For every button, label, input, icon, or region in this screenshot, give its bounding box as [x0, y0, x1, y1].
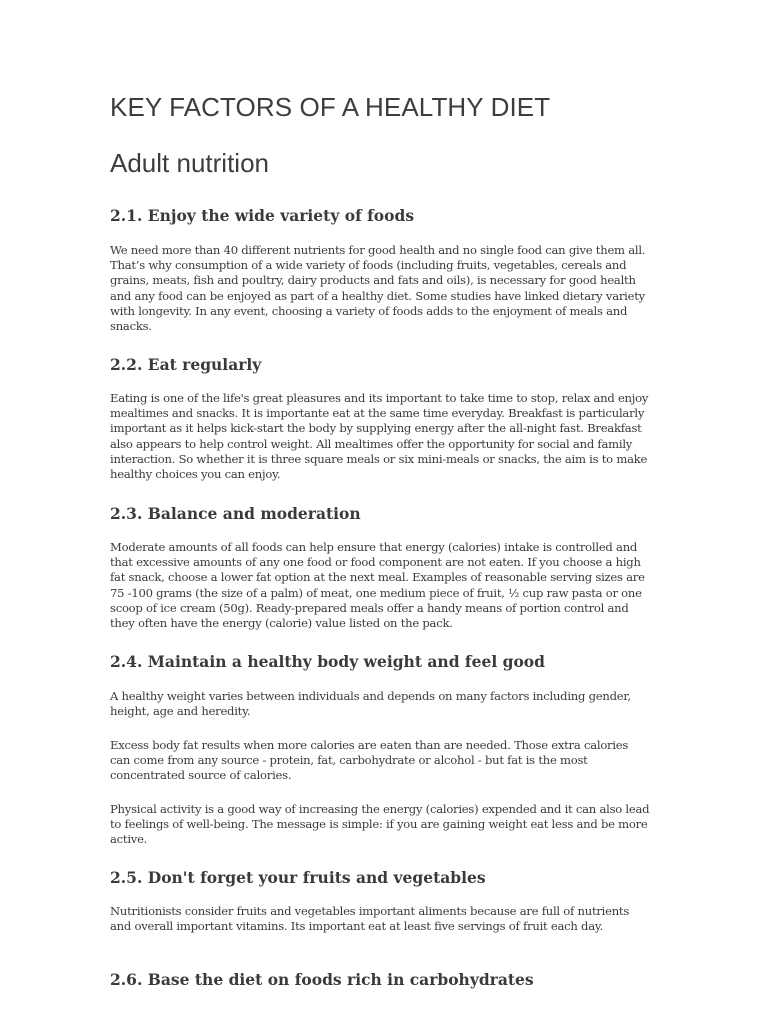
document-subtitle: Adult nutrition [110, 148, 269, 178]
section-paragraph-body-weight-1: A healthy weight varies between individuals and depends on many factors including gender, height, age and heredity. [110, 689, 631, 719]
section-paragraph-eat-regularly: Eating is one of the life's great pleasures and its important to take time to stop, relax and enjoy mealtimes and snacks. It is importante eat at the same time everyday. Breakfast is particularly important as it helps kick-start the body by supplying energy after the all-night fast. Breakfast also appears to help control weight. All mealtimes offer the opportunity for social and family interaction. So whether it is three square meals or six mini-meals or snacks, the aim is to make healthy choices you can enjoy. [110, 391, 649, 482]
section-paragraph-body-weight-3: Physical activity is a good way of increasing the energy (calories) expended and it can also lead to feelings of well-being. The message is simple: if you are gaining weight eat less and be more active. [110, 802, 650, 847]
section-heading-fruits-vegetables: 2.5. Don't forget your fruits and vegetables [110, 868, 486, 887]
section-paragraph-fruits-vegetables: Nutritionists consider fruits and vegetables important aliments because are full of nutrients and overall important vitamins. Its important eat at least five servings of fruit each day. [110, 904, 630, 934]
section-heading-balance: 2.3. Balance and moderation [110, 504, 361, 523]
section-heading-carbohydrates: 2.6. Base the diet on foods rich in carbohydrates [110, 970, 534, 989]
section-heading-body-weight: 2.4. Maintain a healthy body weight and feel good [110, 652, 545, 671]
section-heading-variety: 2.1. Enjoy the wide variety of foods [110, 206, 415, 225]
section-paragraph-variety: We need more than 40 different nutrients for good health and no single food can give them all. That’s why consumption of a wide variety of foods (including fruits, vegetables, cereals and grains, meats, fish and poultry, dairy products and fats and oils), is necessary for good health and any food can be enjoyed as part of a healthy diet. Some studies have linked dietary variety with longevity. In any event, choosing a variety of foods adds to the enjoyment of meals and snacks. [110, 243, 646, 334]
section-heading-eat-regularly: 2.2. Eat regularly [110, 355, 262, 374]
document-title: KEY FACTORS OF A HEALTHY DIET [110, 92, 551, 122]
section-paragraph-body-weight-2: Excess body fat results when more calories are eaten than are needed. Those extra calories can come from any source - protein, fat, carbohydrate or alcohol - but fat is the most concentrated source of calories. [110, 738, 629, 783]
section-paragraph-balance: Moderate amounts of all foods can help ensure that energy (calories) intake is controlled and that excessive amounts of any one food or food component are not eaten. If you choose a high fat snack, choose a lower fat option at the next meal. Examples of reasonable serving sizes are 75 -100 grams (the size of a palm) of meat, one medium piece of fruit, ½ cup raw pasta or one scoop of ice cream (50g). Ready-prepared meals offer a handy means of portion control and they often have the energy (calorie) value listed on the pack. [110, 540, 645, 631]
